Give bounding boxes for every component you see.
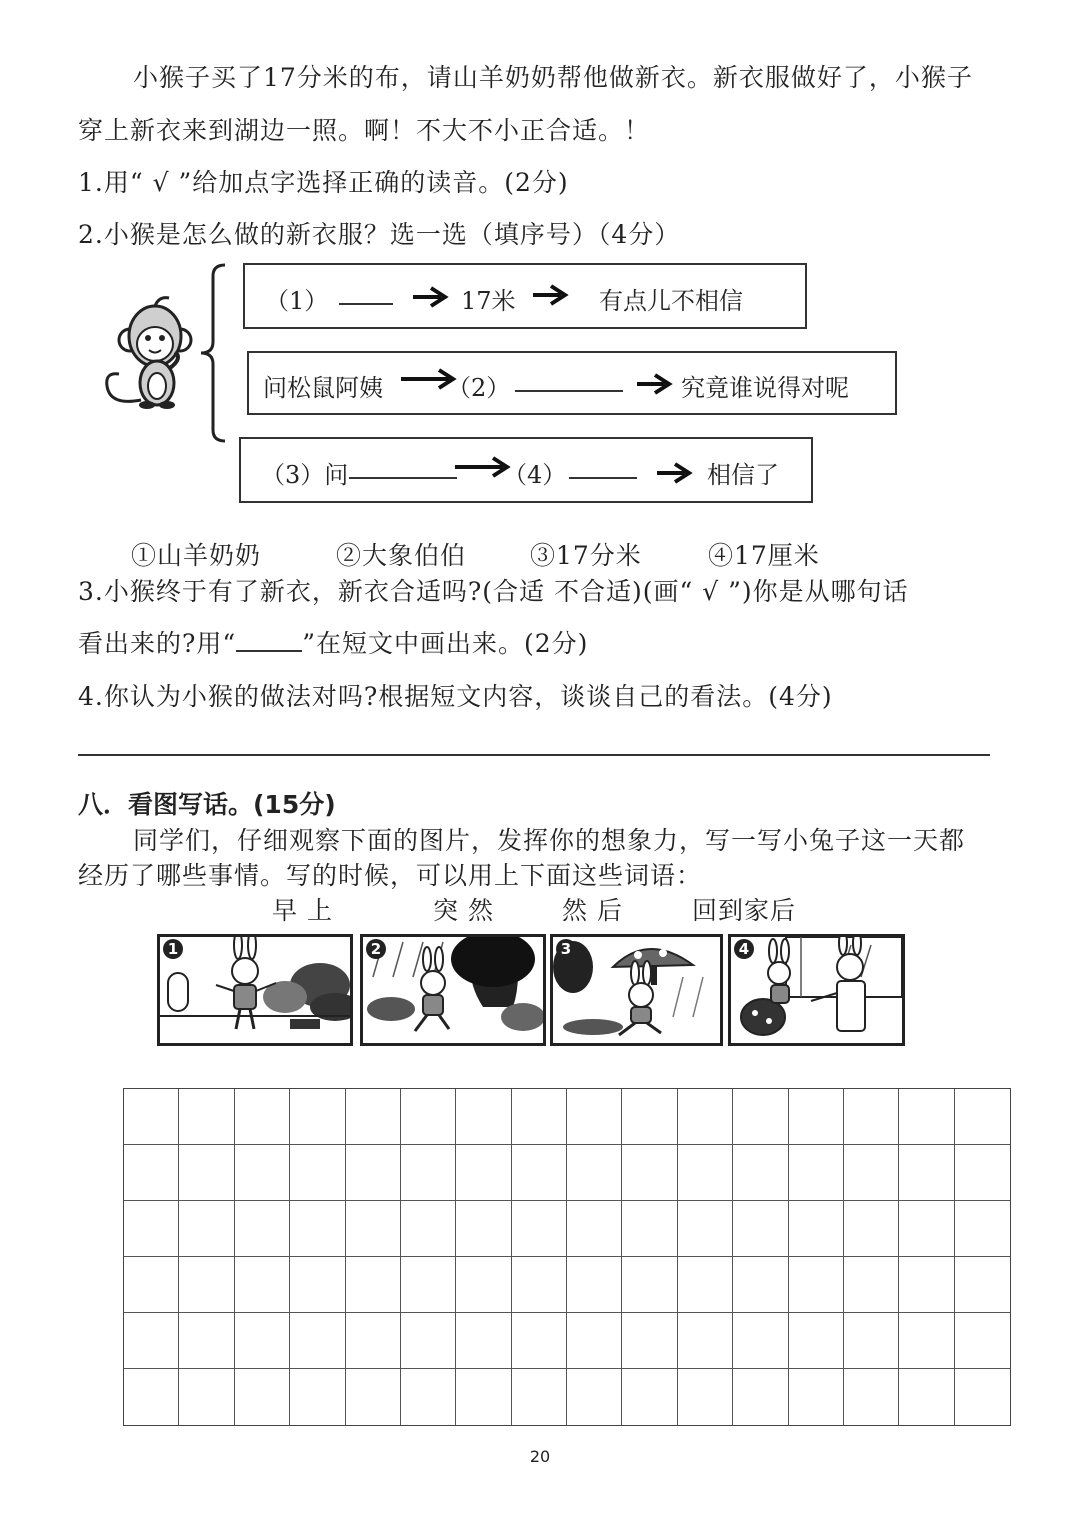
- arrow-icon: [635, 372, 673, 396]
- section-8-line-1: 同学们，仔细观察下面的图片，发挥你的想象力，写一写小兔子这一天都: [133, 826, 966, 855]
- grid-cell[interactable]: [567, 1369, 622, 1425]
- grid-cell[interactable]: [346, 1313, 401, 1369]
- underline-sample: [236, 628, 302, 652]
- panel-number: 1: [163, 939, 183, 959]
- flow-box-2: [247, 351, 897, 415]
- grid-cell[interactable]: [733, 1313, 788, 1369]
- question-1: 1.用“ √ ”给加点字选择正确的读音。(2分): [78, 168, 569, 197]
- question-2: 2.小猴是怎么做的新衣服？选一选（填序号）（4分）: [78, 220, 681, 249]
- grid-cell[interactable]: [789, 1201, 844, 1257]
- option-1: ①山羊奶奶: [131, 541, 262, 570]
- grid-cell[interactable]: [622, 1257, 677, 1313]
- grid-cell[interactable]: [290, 1145, 345, 1201]
- page-number: 20: [529, 1447, 551, 1466]
- grid-cell[interactable]: [678, 1201, 733, 1257]
- grid-cell[interactable]: [179, 1201, 234, 1257]
- grid-cell[interactable]: [678, 1145, 733, 1201]
- word-1: 早 上: [272, 896, 333, 925]
- grid-cell[interactable]: [844, 1201, 899, 1257]
- option-3: ③17分米: [530, 541, 642, 570]
- word-2: 突 然: [433, 896, 494, 925]
- grid-cell[interactable]: [290, 1201, 345, 1257]
- grid-cell[interactable]: [290, 1089, 345, 1145]
- passage-line-1: 小猴子买了17分米的布，请山羊奶奶帮他做新衣。新衣服做好了，小猴子: [133, 63, 973, 92]
- question-4: 4.你认为小猴的做法对吗?根据短文内容，谈谈自己的看法。(4分): [78, 682, 833, 711]
- grid-cell[interactable]: [844, 1369, 899, 1425]
- grid-cell[interactable]: [456, 1313, 511, 1369]
- writing-grid[interactable]: [123, 1088, 1011, 1426]
- flow1-label: （1）: [265, 287, 329, 315]
- grid-cell[interactable]: [456, 1369, 511, 1425]
- flow3-blank-2[interactable]: [569, 455, 637, 485]
- flow2-blank[interactable]: [515, 368, 623, 398]
- grid-cell[interactable]: [622, 1089, 677, 1145]
- grid-cell[interactable]: [124, 1257, 179, 1313]
- grid-cell[interactable]: [622, 1145, 677, 1201]
- grid-cell[interactable]: [622, 1201, 677, 1257]
- grid-cell[interactable]: [678, 1089, 733, 1145]
- section-8-title: 八．看图写话。(15分): [78, 790, 336, 819]
- grid-cell[interactable]: [512, 1201, 567, 1257]
- rabbit-morning-illustration: [160, 937, 350, 1043]
- grid-cell[interactable]: [844, 1313, 899, 1369]
- grid-cell[interactable]: [512, 1369, 567, 1425]
- grid-cell[interactable]: [622, 1313, 677, 1369]
- grid-cell[interactable]: [733, 1201, 788, 1257]
- panel-number: 3: [556, 939, 576, 959]
- grid-cell[interactable]: [955, 1257, 1010, 1313]
- picture-panel-4: [728, 934, 905, 1046]
- grid-cell[interactable]: [235, 1369, 290, 1425]
- grid-cell[interactable]: [844, 1257, 899, 1313]
- grid-cell[interactable]: [789, 1089, 844, 1145]
- question-3-text-a: 看出来的?用“: [78, 629, 237, 658]
- flow-box-3: [239, 437, 813, 503]
- grid-cell[interactable]: [899, 1089, 954, 1145]
- arrow-icon: [531, 283, 569, 307]
- panel-number: 2: [366, 939, 386, 959]
- panel-number: 4: [734, 939, 754, 959]
- option-4: ④17厘米: [708, 541, 820, 570]
- grid-cell[interactable]: [567, 1145, 622, 1201]
- flow3-label: （3）问: [261, 461, 349, 489]
- grid-cell[interactable]: [955, 1313, 1010, 1369]
- monkey-illustration: [95, 288, 200, 413]
- grid-cell[interactable]: [456, 1201, 511, 1257]
- question-3-line-2: [78, 624, 588, 660]
- grid-cell[interactable]: [567, 1257, 622, 1313]
- grid-cell[interactable]: [179, 1145, 234, 1201]
- flow1-end: 有点儿不相信: [599, 287, 743, 315]
- flow2-end: 究竟谁说得对呢: [681, 374, 849, 402]
- grid-cell[interactable]: [512, 1313, 567, 1369]
- grid-cell[interactable]: [789, 1257, 844, 1313]
- grid-cell[interactable]: [733, 1145, 788, 1201]
- section-8-line-2: 经历了哪些事情。写的时候，可以用上下面这些词语：: [78, 861, 703, 890]
- flow2-start: 问松鼠阿姨: [263, 374, 383, 402]
- grid-cell[interactable]: [678, 1369, 733, 1425]
- rabbit-rain-illustration: [363, 937, 543, 1043]
- grid-cell[interactable]: [512, 1089, 567, 1145]
- grid-cell[interactable]: [401, 1089, 456, 1145]
- grid-cell[interactable]: [733, 1257, 788, 1313]
- grid-cell[interactable]: [401, 1201, 456, 1257]
- grid-cell[interactable]: [733, 1369, 788, 1425]
- grid-cell[interactable]: [401, 1313, 456, 1369]
- grid-cell[interactable]: [955, 1145, 1010, 1201]
- grid-cell[interactable]: [733, 1089, 788, 1145]
- grid-cell[interactable]: [124, 1201, 179, 1257]
- grid-cell[interactable]: [844, 1089, 899, 1145]
- grid-cell[interactable]: [789, 1313, 844, 1369]
- grid-cell[interactable]: [124, 1089, 179, 1145]
- flow1-blank[interactable]: [339, 281, 393, 311]
- grid-cell[interactable]: [456, 1257, 511, 1313]
- grid-cell[interactable]: [789, 1145, 844, 1201]
- grid-cell[interactable]: [290, 1257, 345, 1313]
- grid-cell[interactable]: [401, 1257, 456, 1313]
- grid-cell[interactable]: [678, 1257, 733, 1313]
- grid-cell[interactable]: [899, 1201, 954, 1257]
- grid-cell[interactable]: [899, 1369, 954, 1425]
- grid-cell[interactable]: [235, 1201, 290, 1257]
- grid-cell[interactable]: [346, 1089, 401, 1145]
- answer-line[interactable]: [78, 754, 990, 756]
- grid-cell[interactable]: [346, 1145, 401, 1201]
- flow3-label-2: （4）: [503, 461, 567, 489]
- flow1-mid: 17米: [461, 287, 516, 315]
- grid-cell[interactable]: [789, 1369, 844, 1425]
- grid-cell[interactable]: [899, 1257, 954, 1313]
- flow3-end: 相信了: [707, 461, 779, 489]
- grid-cell[interactable]: [179, 1369, 234, 1425]
- arrow-icon: [655, 461, 693, 485]
- grid-cell[interactable]: [179, 1313, 234, 1369]
- grid-cell[interactable]: [622, 1369, 677, 1425]
- rabbit-home-illustration: [731, 937, 902, 1043]
- grid-cell[interactable]: [567, 1201, 622, 1257]
- grid-cell[interactable]: [512, 1145, 567, 1201]
- grid-cell[interactable]: [235, 1313, 290, 1369]
- flow2-label: （2）: [447, 374, 511, 402]
- grid-cell[interactable]: [899, 1313, 954, 1369]
- grid-cell[interactable]: [955, 1089, 1010, 1145]
- grid-cell[interactable]: [346, 1257, 401, 1313]
- grid-cell[interactable]: [124, 1313, 179, 1369]
- grid-cell[interactable]: [235, 1257, 290, 1313]
- picture-panel-1: [157, 934, 353, 1046]
- grid-cell[interactable]: [678, 1313, 733, 1369]
- question-3-text-b: ”在短文中画出来。(2分): [302, 629, 589, 658]
- word-4: 回到家后: [692, 896, 797, 925]
- grid-cell[interactable]: [124, 1145, 179, 1201]
- question-3-line-1: 3.小猴终于有了新衣，新衣合适吗?(合适 不合适)(画“ √ ”)你是从哪句话: [78, 577, 909, 606]
- grid-cell[interactable]: [567, 1089, 622, 1145]
- rabbit-mushroom-illustration: [553, 937, 720, 1043]
- grid-cell[interactable]: [401, 1369, 456, 1425]
- word-3: 然 后: [562, 896, 623, 925]
- grid-cell[interactable]: [955, 1369, 1010, 1425]
- grid-cell[interactable]: [346, 1369, 401, 1425]
- flow3-blank-1[interactable]: [349, 455, 457, 485]
- grid-cell[interactable]: [124, 1369, 179, 1425]
- grid-cell[interactable]: [844, 1145, 899, 1201]
- grid-cell[interactable]: [235, 1089, 290, 1145]
- grid-cell[interactable]: [179, 1089, 234, 1145]
- grid-cell[interactable]: [512, 1257, 567, 1313]
- picture-panel-2: [360, 934, 546, 1046]
- grid-cell[interactable]: [179, 1257, 234, 1313]
- grid-cell[interactable]: [456, 1089, 511, 1145]
- grid-cell[interactable]: [346, 1201, 401, 1257]
- grid-cell[interactable]: [235, 1145, 290, 1201]
- flow-box-1: [243, 263, 807, 329]
- arrow-icon: [411, 285, 449, 309]
- grid-cell[interactable]: [290, 1313, 345, 1369]
- passage-line-2: 穿上新衣来到湖边一照。啊！不大不小正合适。！: [78, 116, 651, 145]
- grid-cell[interactable]: [456, 1145, 511, 1201]
- grid-cell[interactable]: [955, 1201, 1010, 1257]
- grid-cell[interactable]: [401, 1145, 456, 1201]
- grid-cell[interactable]: [290, 1369, 345, 1425]
- brace-bracket: [195, 262, 235, 444]
- grid-cell[interactable]: [567, 1313, 622, 1369]
- picture-panel-3: [550, 934, 723, 1046]
- grid-cell[interactable]: [899, 1145, 954, 1201]
- option-2: ②大象伯伯: [336, 541, 467, 570]
